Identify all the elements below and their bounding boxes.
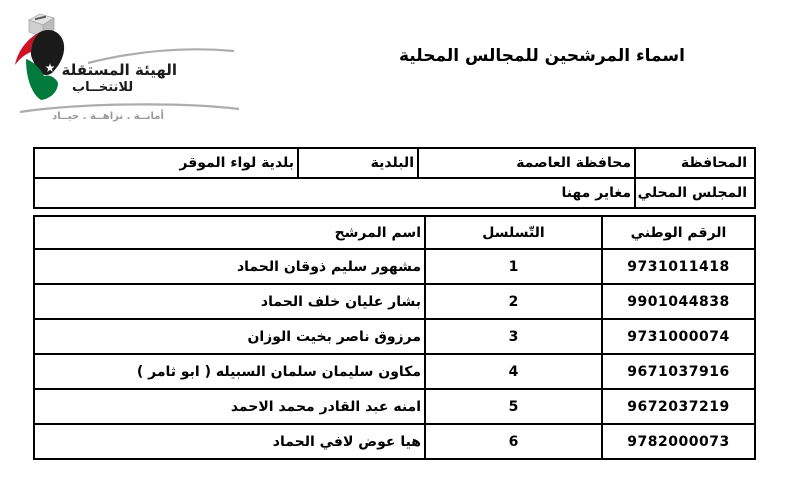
cell-name: مرزوق ناصر بخيت الوزان [34, 319, 425, 354]
candidates-table [33, 215, 756, 460]
cell-national-id: 9782000073 [602, 424, 755, 459]
cell-national-id: 9672037219 [602, 389, 755, 424]
page-title: اسماء المرشحين للمجالس المحلية [399, 46, 685, 66]
info-row-governorate [34, 148, 755, 178]
header-serial: التّسلسل [425, 216, 602, 249]
governorate-value: محافظة العاصمة [418, 148, 635, 178]
logo-org-name-line2: للانتخــاب [72, 80, 134, 95]
candidate-row [34, 319, 755, 354]
flag-swoosh [15, 30, 64, 100]
candidate-row [34, 284, 755, 319]
header-national-id: الرقم الوطني [602, 216, 755, 249]
municipality-label: البلدية [298, 148, 418, 178]
governorate-label: المحافظة [635, 148, 755, 178]
cell-serial: 4 [425, 354, 602, 389]
logo-tagline: أمانــة . نزاهــة . حيــاد [52, 111, 164, 122]
cell-national-id: 9671037916 [602, 354, 755, 389]
cell-name: امنه عبد القادر محمد الاحمد [34, 389, 425, 424]
logo-org-name-line1: الهيئة المستقلة [61, 61, 177, 79]
cell-national-id: 9731011418 [602, 249, 755, 284]
cell-name: بشار عليان خلف الحماد [34, 284, 425, 319]
cell-national-id: 9901044838 [602, 284, 755, 319]
iec-logo [10, 5, 245, 140]
municipality-value: بلدية لواء الموقر [34, 148, 298, 178]
candidates-header-row [34, 216, 755, 249]
candidate-row [34, 354, 755, 389]
council-value: مغاير مهنا [34, 178, 635, 208]
cell-serial: 5 [425, 389, 602, 424]
info-table [33, 147, 756, 209]
cell-serial: 2 [425, 284, 602, 319]
candidate-row [34, 389, 755, 424]
cell-name: هيا عوض لافي الحماد [34, 424, 425, 459]
candidate-row [34, 424, 755, 459]
cell-serial: 1 [425, 249, 602, 284]
cell-serial: 3 [425, 319, 602, 354]
cell-national-id: 9731000074 [602, 319, 755, 354]
header-name: اسم المرشح [34, 216, 425, 249]
candidate-row [34, 249, 755, 284]
cell-name: مشهور سليم ذوقان الحماد [34, 249, 425, 284]
cell-serial: 6 [425, 424, 602, 459]
council-label: المجلس المحلي [635, 178, 755, 208]
info-row-council [34, 178, 755, 208]
cell-name: مكاون سليمان سلمان السبيله ( ابو ثامر ) [34, 354, 425, 389]
